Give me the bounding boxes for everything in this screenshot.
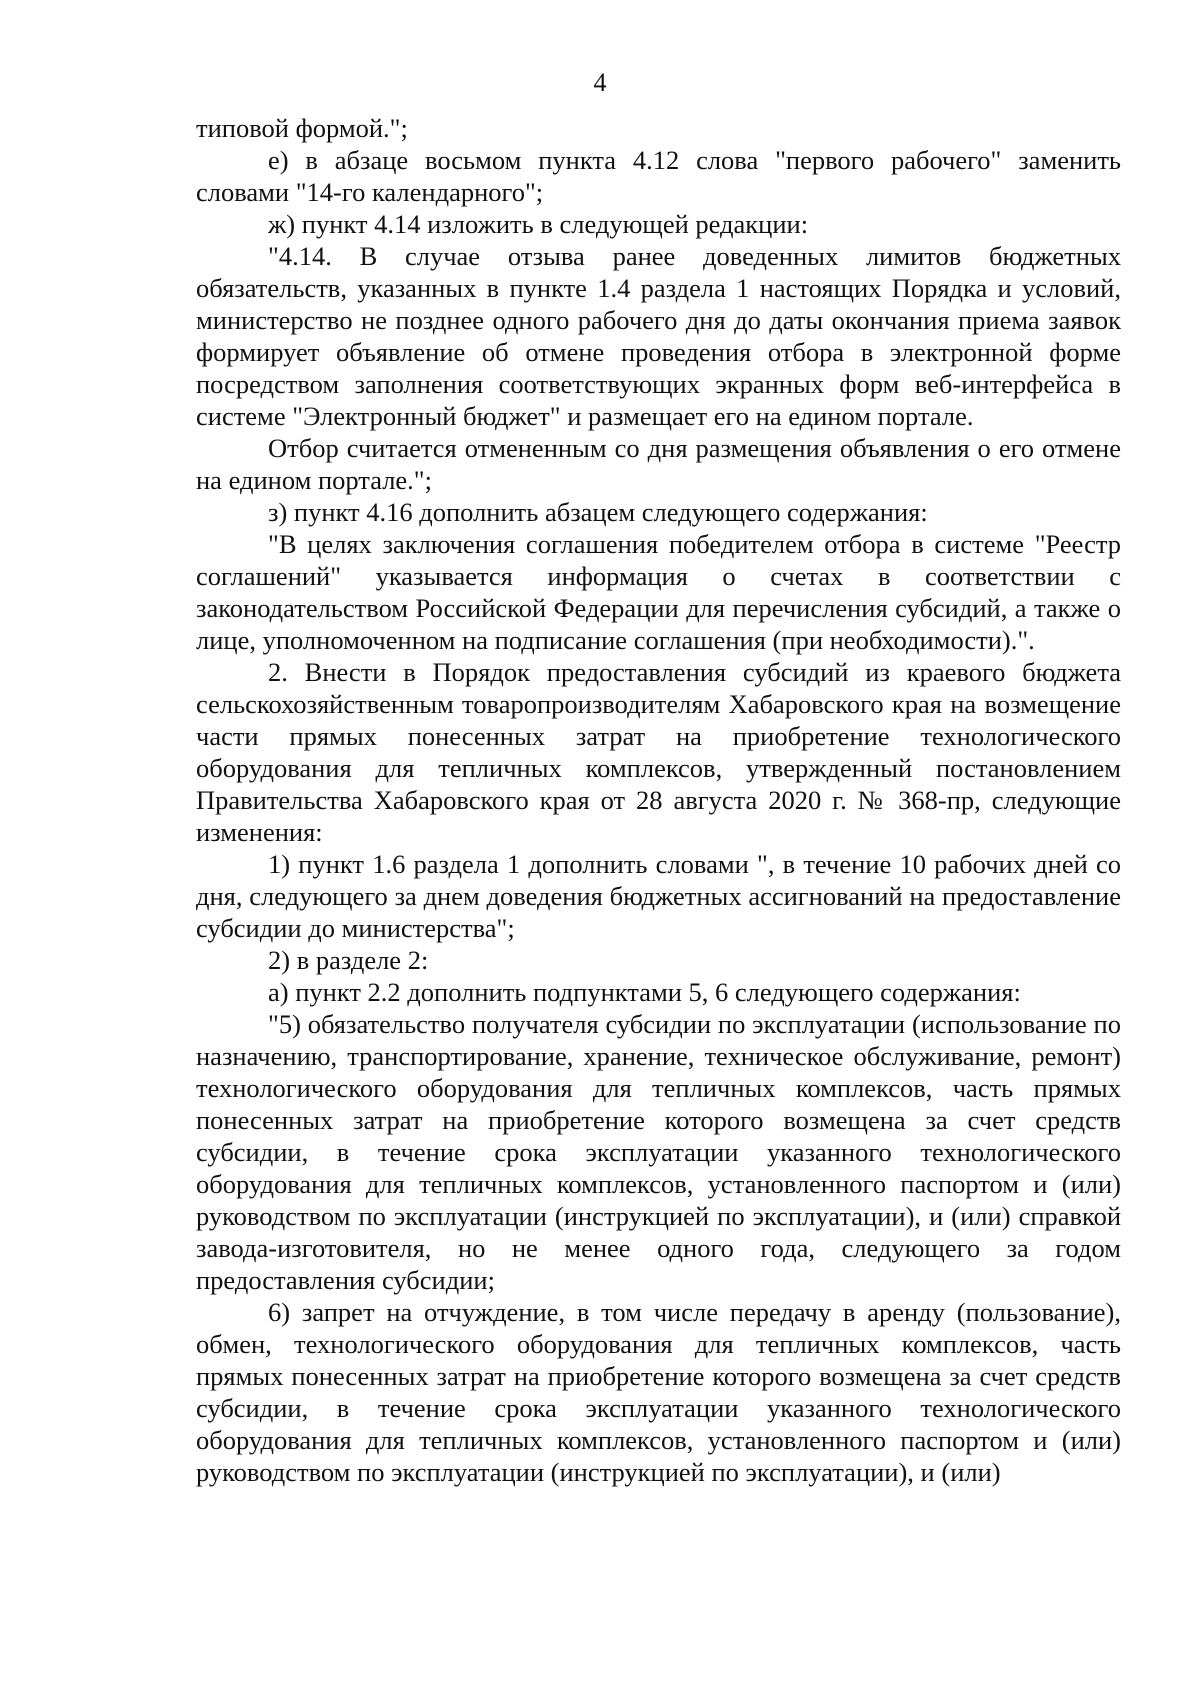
paragraph-13: 6) запрет на отчуждение, в том числе передачу в аренду (пользование), обмен, технологического оборудования для тепличных комплексов, часть прямых понесенных затрат на приобретение которого возмещена за счет средств субсидии, в течение срока эксплуатации указанного технологического оборудования для тепличных комплексов, установленного паспортом и (или) руководством по эксплуатации (инструкцией по эксплуатации), и (или) bbox=[196, 1297, 1121, 1487]
document-body bbox=[196, 112, 1121, 1488]
paragraph-4: "4.14. В случае отзыва ранее доведенных лимитов бюджетных обязательств, указанных в пункте 1.4 раздела 1 настоящих Порядка и условий, министерство не позднее одного рабочего дня до даты окончания приема заявок формирует объявление об отмене проведения отбора в электронной форме посредством заполнения соответствующих экранных форм веб-интерфейса в системе "Электронный бюджет" и размещает его на едином портале. bbox=[196, 241, 1121, 431]
paragraph-3: ж) пункт 4.14 изложить в следующей редакции: bbox=[268, 209, 809, 239]
paragraph-5: Отбор считается отмененным со дня размещения объявления о его отмене на едином портале."; bbox=[196, 433, 1121, 495]
paragraph-9: 1) пункт 1.6 раздела 1 дополнить словами ", в течение 10 рабочих дней со дня, следующего за днем доведения бюджетных ассигнований на предоставление субсидии до министерства"; bbox=[196, 849, 1121, 943]
paragraph-1: типовой формой."; bbox=[196, 113, 408, 143]
page-number: 4 bbox=[593, 68, 607, 97]
paragraph-12: "5) обязательство получателя субсидии по эксплуатации (использование по назначению, транспортирование, хранение, техническое обслуживание, ремонт) технологического оборудования для тепличных комплексов, часть прямых понесенных затрат на приобретение которого возмещена за счет средств субсидии, в течение срока эксплуатации указанного технологического оборудования для тепличных комплексов, установленного паспортом и (или) руководством по эксплуатации (инструкцией по эксплуатации), и (или) справкой завода-изготовителя, но не менее одного года, следующего за годом предоставления субсидии; bbox=[196, 1009, 1121, 1295]
paragraph-7: "В целях заключения соглашения победителем отбора в системе "Реестр соглашений" указывается информация о счетах в соответствии с законодательством Российской Федерации для перечисления субсидий, а также о лице, уполномоченном на подписание соглашения (при необходимости).". bbox=[196, 529, 1121, 655]
paragraph-11: а) пункт 2.2 дополнить подпунктами 5, 6 следующего содержания: bbox=[268, 977, 1021, 1007]
paragraph-8: 2. Внести в Порядок предоставления субсидий из краевого бюджета сельскохозяйственным товаропроизводителям Хабаровского края на возмещение части прямых понесенных затрат на приобретение технологического оборудования для тепличных комплексов, утвержденный постановлением Правительства Хабаровского края от 28 августа 2020 г. № 368-пр, следующие изменения: bbox=[196, 657, 1121, 847]
paragraph-6: з) пункт 4.16 дополнить абзацем следующего содержания: bbox=[268, 497, 928, 527]
paragraph-2: е) в абзаце восьмом пункта 4.12 слова "первого рабочего" заменить словами "14-го календарного"; bbox=[196, 145, 1121, 207]
paragraph-10: 2) в разделе 2: bbox=[268, 945, 429, 975]
